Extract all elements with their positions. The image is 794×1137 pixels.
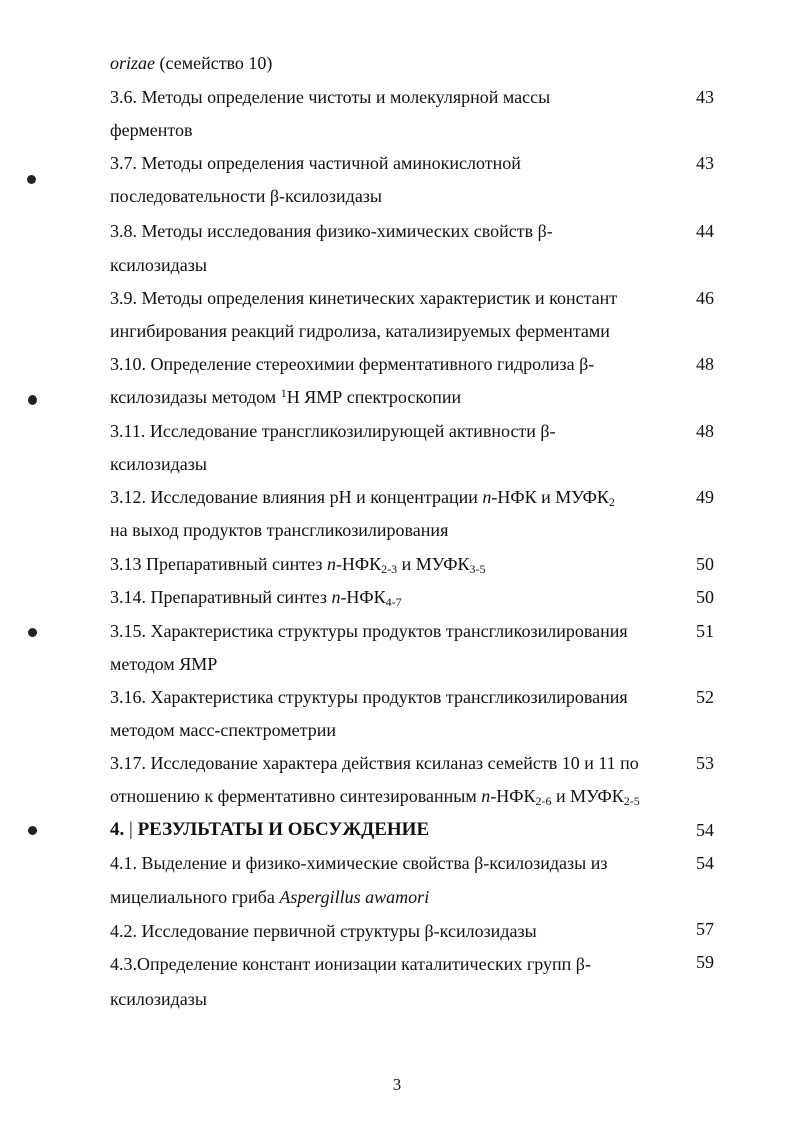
toc-entry-4-2-page: 57 <box>696 919 714 939</box>
toc-entry-3-6-page: 43 <box>696 87 714 107</box>
scan-mark <box>28 628 37 637</box>
toc-entry-4-1-page: 54 <box>696 853 714 873</box>
toc-entry-3-10-page: 48 <box>696 354 714 374</box>
toc-entry-3-11-line2: ксилозидазы <box>110 454 207 474</box>
toc-entry-3-9-line2: ингибирования реакций гидролиза, катализируемых ферментами <box>110 321 610 341</box>
toc-entry-3-12-line2: на выход продуктов трансгликозилирования <box>110 520 449 540</box>
toc-entry-3-17-page: 53 <box>696 753 714 773</box>
toc-entry-3-16-line1: 3.16. Характеристика структуры продуктов трансгликозилирования <box>110 687 628 707</box>
toc-entry-3-6-line2: ферментов <box>110 120 193 140</box>
toc-entry-3-15-line2: методом ЯМР <box>110 654 218 674</box>
toc-entry-3-8-line2: ксилозидазы <box>110 255 207 275</box>
toc-entry-3-13: 3.13 Препаративный синтез $n-НФК_{2-3}$ и $МУФК_{3-5}$ <box>110 554 486 576</box>
toc-entry-4-1-line1: 4.1. Выделение и физико-химические свойства β-ксилозидазы из <box>110 853 608 873</box>
toc-entry-4-3-line1: 4.3.Определение констант ионизации каталитических групп β- <box>110 954 591 974</box>
toc-continuation: orizae (семейство 10) <box>110 53 273 73</box>
toc-entry-3-14: 3.14. Препаративный синтез $n-НФК_{4-7}$ <box>110 587 402 609</box>
page-number: 3 <box>392 1075 402 1094</box>
toc-entry-3-9-page: 46 <box>696 288 714 308</box>
toc-entry-3-9-line1: 3.9. Методы определения кинетических характеристик и констант <box>110 288 618 308</box>
scan-mark <box>27 175 36 184</box>
toc-entry-4-3-page: 59 <box>696 952 714 972</box>
toc-entry-3-16-page: 52 <box>696 687 714 707</box>
toc-entry-4-3-line2: ксилозидазы <box>110 989 207 1009</box>
toc-entry-4-2: 4.2. Исследование первичной структуры β-ксилозидазы <box>110 921 537 941</box>
toc-entry-3-10-line2: ксилозидазы методом $^1$Н ЯМР спектроскопии <box>110 386 462 407</box>
toc-entry-3-17-line2: отношению к ферментативно синтезированным $n-НФК_{2-6}$ и $МУФК_{2-5}$ <box>110 786 640 808</box>
toc-entry-3-8-line1: 3.8. Методы исследования физико-химических свойств β- <box>110 221 553 241</box>
toc-entry-3-11-line1: 3.11. Исследование трансгликозилирующей активности β- <box>110 421 556 441</box>
toc-entry-3-8-page: 44 <box>696 221 714 241</box>
scan-mark <box>28 395 37 405</box>
toc-entry-3-10-line1: 3.10. Определение стереохимии ферментативного гидролиза β- <box>110 354 595 374</box>
toc-entry-3-7-page: 43 <box>696 153 714 173</box>
toc-entry-3-6-line1: 3.6. Методы определение чистоты и молекулярной массы <box>110 87 551 107</box>
toc-entry-3-7-line1: 3.7. Методы определения частичной аминокислотной <box>110 153 521 173</box>
scan-mark <box>28 826 37 835</box>
toc-entry-4-1-line2: мицелиального гриба Aspergillus awamori <box>110 887 430 907</box>
toc-entry-3-17-line1: 3.17. Исследование характера действия ксиланаз семейств 10 и 11 по <box>110 753 639 773</box>
toc-entry-3-13-page: 50 <box>696 554 714 574</box>
toc-chapter-4-heading: 4. | РЕЗУЛЬТАТЫ И ОБСУЖДЕНИЕ <box>110 819 430 840</box>
toc-entry-3-15-line1: 3.15. Характеристика структуры продуктов трансгликозилирования <box>110 621 628 641</box>
toc-entry-3-15-page: 51 <box>696 621 714 641</box>
toc-entry-3-11-page: 48 <box>696 421 714 441</box>
toc-entry-3-7-line2: последовательности β-ксилозидазы <box>110 186 383 206</box>
toc-chapter-4-page: 54 <box>696 820 714 840</box>
toc-entry-3-12-page: 49 <box>696 487 714 507</box>
toc-entry-3-16-line2: методом масс-спектрометрии <box>110 720 337 740</box>
toc-entry-3-14-page: 50 <box>696 587 714 607</box>
toc-entry-3-12-line1: 3.12. Исследование влияния рН и концентрации n-НФК и $МУФК_2$ <box>110 487 615 509</box>
